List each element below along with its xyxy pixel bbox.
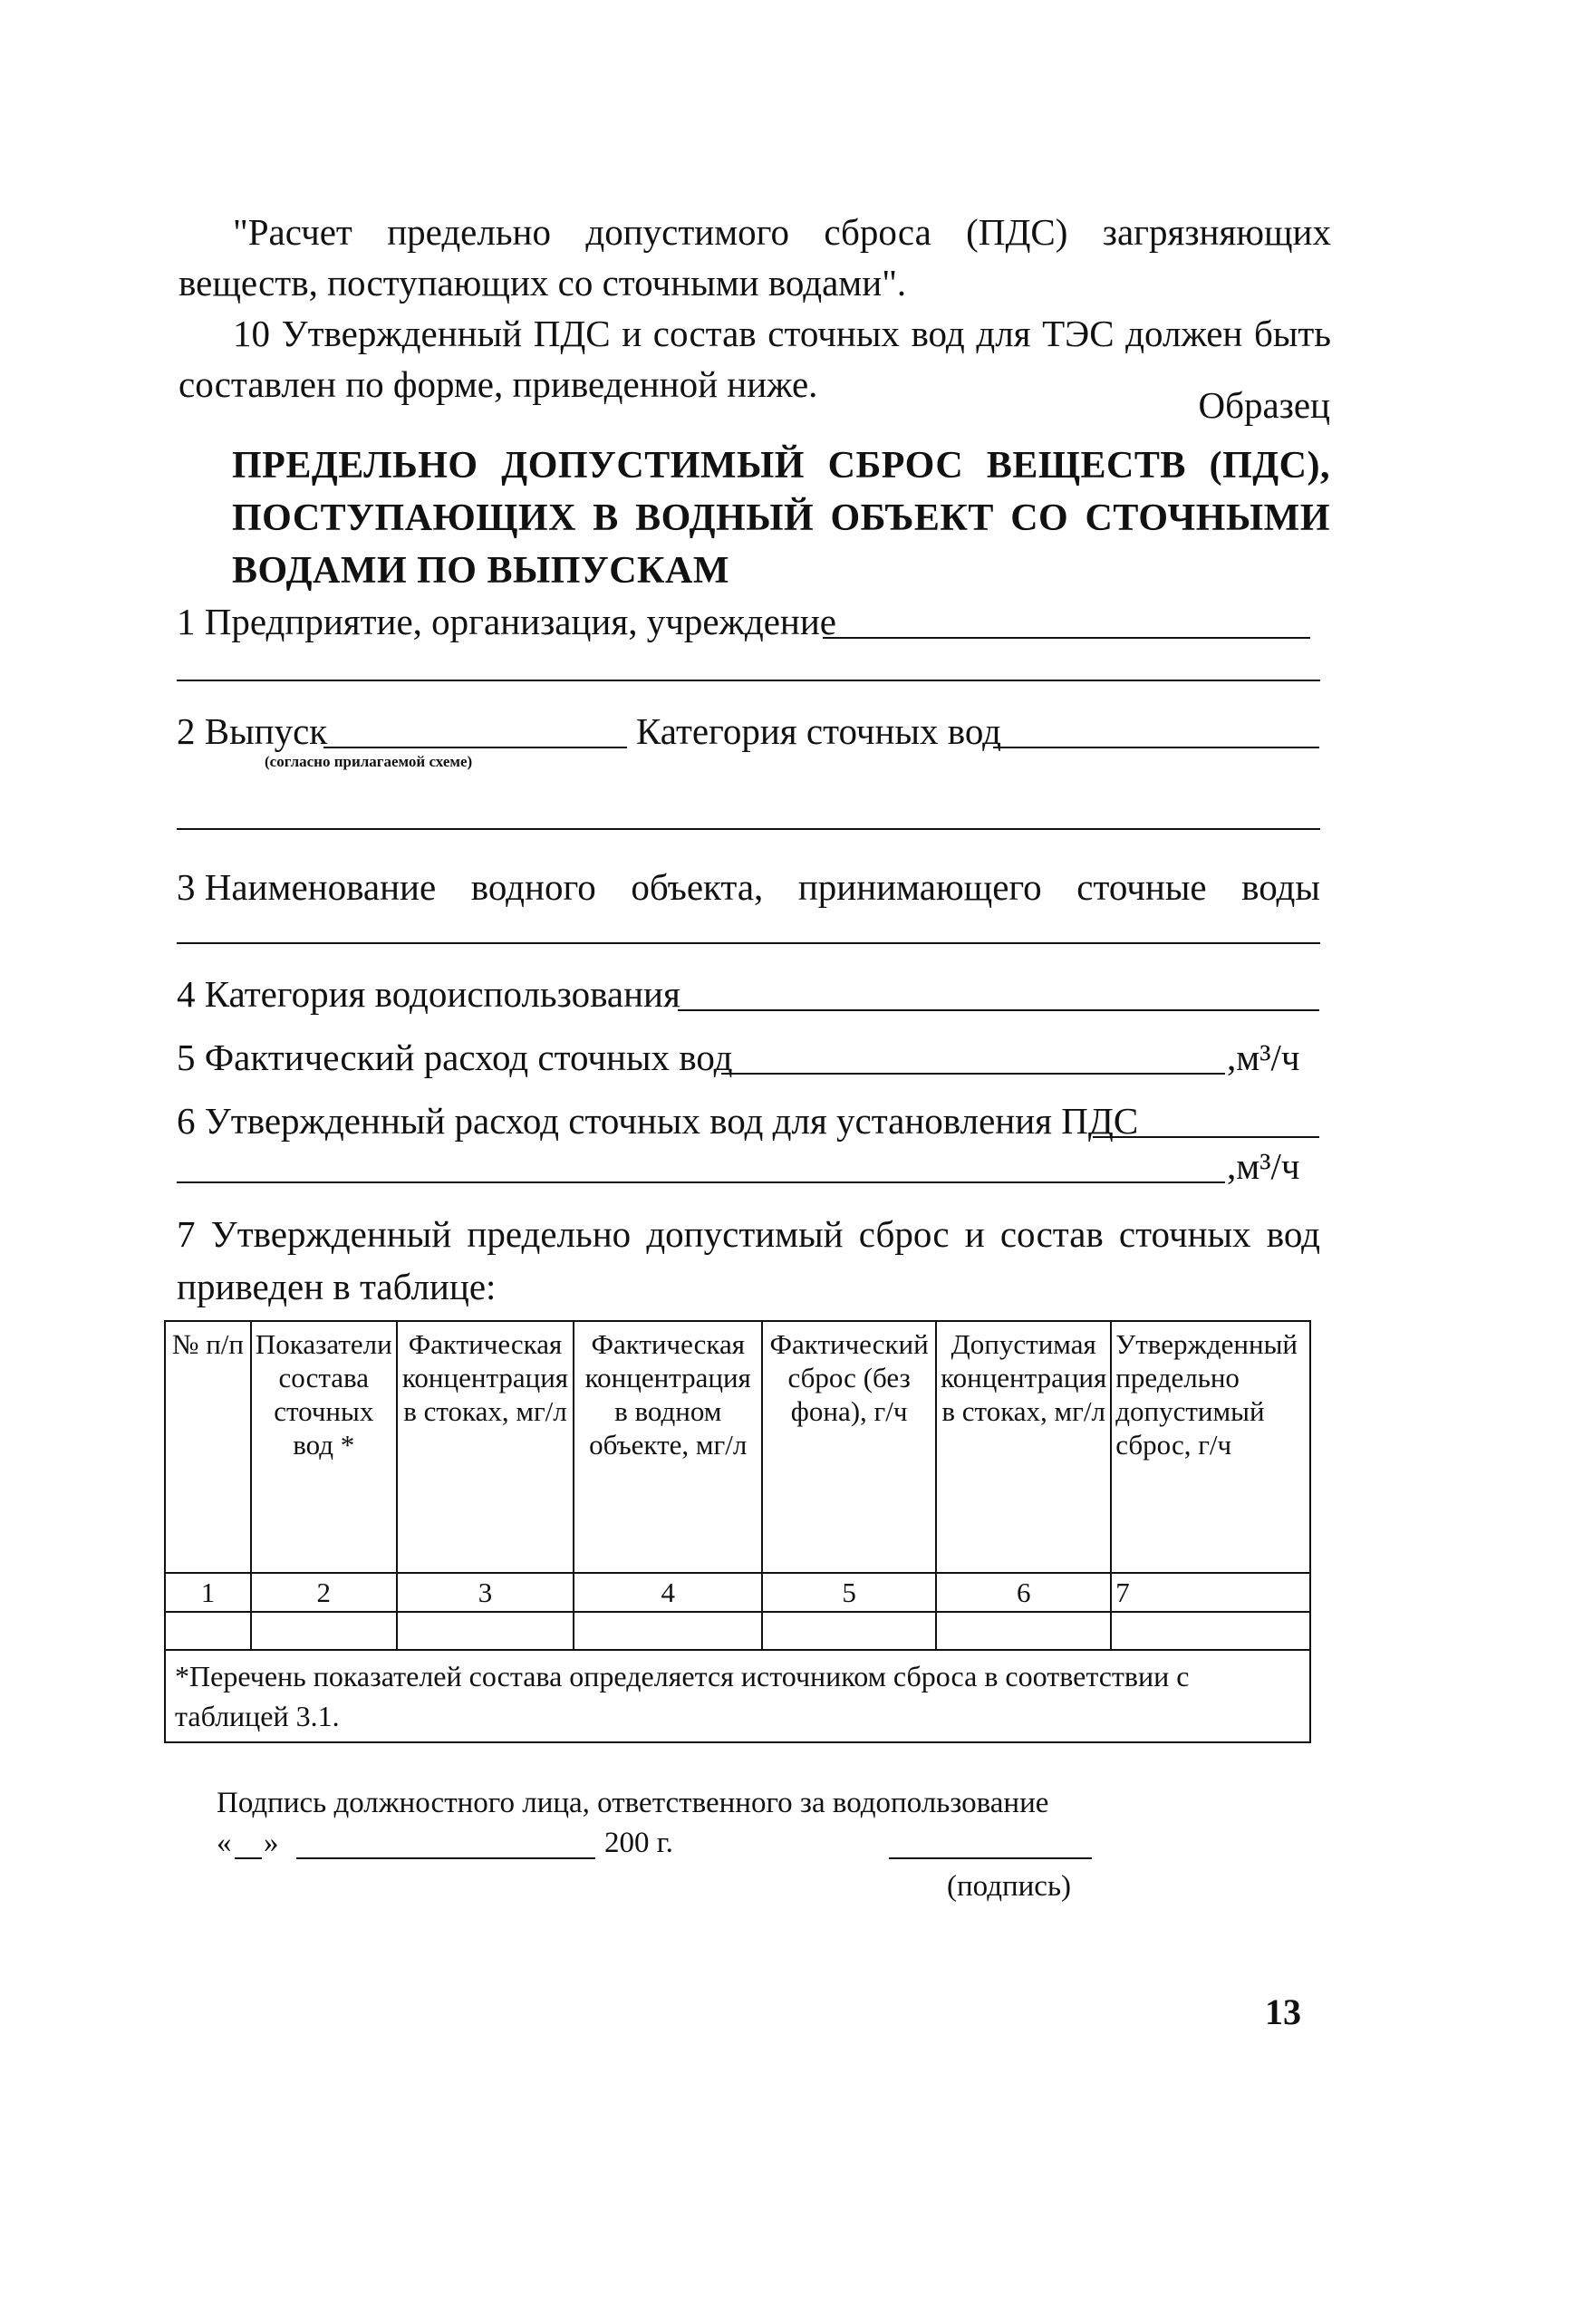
- table-footnote-row: [165, 1650, 1310, 1742]
- form-title: [232, 439, 1330, 597]
- field-wastewater-category-line[interactable]: [993, 747, 1319, 748]
- sample-label: Образец: [1198, 384, 1330, 426]
- table-column-number: 2: [251, 1573, 397, 1612]
- table-header-cell: Утвержденный предельно допустимый сброс, г/ч: [1111, 1321, 1310, 1573]
- field-water-body-word-5: сточные: [1076, 866, 1207, 908]
- table-column-number: 7: [1111, 1573, 1310, 1612]
- signature-block: [217, 1783, 1071, 1903]
- intro-paragraph-1: "Расчет предельно допустимого сброса (ПДС) загрязняющих веществ, поступающих со сточными водами".: [179, 211, 1331, 304]
- signature-sub-row: [217, 1863, 1071, 1903]
- table-header-cell: Показатели состава сточных вод *: [251, 1321, 397, 1573]
- paragraph-7: 7 Утвержденный предельно допустимый сброс и состав сточных вод приведен в таблице:: [177, 1213, 1320, 1307]
- field-water-body-word-4: принимающего: [797, 866, 1042, 908]
- field-water-body-word-6: воды: [1241, 866, 1320, 908]
- table-footnote: *Перечень показателей состава определяется источником сброса в соответствии с таблицей 3.1.: [165, 1650, 1310, 1742]
- discharge-table: [164, 1320, 1311, 1743]
- form-title-line-1: ПРЕДЕЛЬНО ДОПУСТИМЫЙ СБРОС ВЕЩЕСТВ (ПДС),: [232, 445, 1330, 487]
- signature-line[interactable]: [889, 1857, 1092, 1859]
- table-empty-row: [165, 1612, 1310, 1650]
- field-outlet-label: 2 Выпуск: [177, 710, 328, 752]
- table-header-row: [165, 1321, 1310, 1573]
- field-outlet-hint: (согласно прилагаемой схеме): [265, 753, 473, 770]
- field-actual-flow-unit: ,м³/ч: [1227, 1037, 1300, 1078]
- field-water-body-word-1: 3 Наименование: [177, 866, 437, 908]
- table-cell[interactable]: [397, 1612, 574, 1650]
- field-water-body-label: [177, 865, 1320, 909]
- date-day-line[interactable]: [235, 1857, 262, 1859]
- signature-label: (подпись): [947, 1870, 1071, 1903]
- table-header-cell: Фактическая концентрация в стоках, мг/л: [397, 1321, 574, 1573]
- date-month-line[interactable]: [296, 1857, 595, 1859]
- table-cell[interactable]: [762, 1612, 936, 1650]
- field-outlet-line-2[interactable]: [177, 828, 1320, 830]
- table-header-cell: Допустимая концентрация в стоках, мг/л: [936, 1321, 1111, 1573]
- table-column-number: 6: [936, 1573, 1111, 1612]
- field-outlet-line[interactable]: [323, 747, 627, 748]
- field-approved-flow-line-2[interactable]: [177, 1181, 1225, 1183]
- field-wastewater-category-label: Категория сточных вод: [636, 710, 1002, 752]
- field-enterprise-label: 1 Предприятие, организация, учреждение: [177, 601, 836, 642]
- field-approved-flow-line[interactable]: [1093, 1136, 1319, 1138]
- table-column-number: 1: [165, 1573, 251, 1612]
- intro-block: [179, 207, 1331, 410]
- field-actual-flow-label: 5 Фактический расход сточных вод: [177, 1037, 733, 1078]
- table-header-cell: № п/п: [165, 1321, 251, 1573]
- table-column-number: 4: [574, 1573, 762, 1612]
- field-approved-flow-unit: ,м³/ч: [1227, 1145, 1300, 1187]
- date-close-quote: »: [264, 1827, 279, 1859]
- field-approved-flow-label: 6 Утвержденный расход сточных вод для установления ПДС: [177, 1100, 1139, 1142]
- field-water-body-word-3: объекта,: [631, 866, 764, 908]
- table-column-number: 5: [762, 1573, 936, 1612]
- table-cell[interactable]: [165, 1612, 251, 1650]
- field-water-body-line[interactable]: [177, 942, 1320, 944]
- form-title-line-3: ВОДАМИ ПО ВЫПУСКАМ: [232, 550, 729, 592]
- table-cell[interactable]: [1111, 1612, 1310, 1650]
- field-water-body-word-2: водного: [470, 866, 596, 908]
- date-open-quote: «: [217, 1827, 232, 1859]
- table-column-number-row: [165, 1573, 1310, 1612]
- table-cell[interactable]: [251, 1612, 397, 1650]
- field-water-use-category-label: 4 Категория водоиспользования: [177, 973, 680, 1015]
- field-enterprise-line[interactable]: [823, 637, 1310, 639]
- table-header-cell: Фактическая концентрация в водном объекте, мг/л: [574, 1321, 762, 1573]
- signature-caption: Подпись должностного лица, ответственного за водопользование: [217, 1787, 1049, 1819]
- table-column-number: 3: [397, 1573, 574, 1612]
- form-title-line-2: ПОСТУПАЮЩИХ В ВОДНЫЙ ОБЪЕКТ СО СТОЧНЫМИ: [232, 497, 1330, 539]
- signature-date-row: [217, 1823, 1048, 1863]
- page-number: 13: [1265, 1991, 1301, 2032]
- field-enterprise-line-2[interactable]: [177, 680, 1320, 681]
- table-cell[interactable]: [936, 1612, 1111, 1650]
- field-actual-flow-line[interactable]: [721, 1073, 1225, 1075]
- field-water-use-category-line[interactable]: [678, 1009, 1319, 1011]
- table-cell[interactable]: [574, 1612, 762, 1650]
- intro-paragraph-2: 10 Утвержденный ПДС и состав сточных вод для ТЭС должен быть составлен по форме, приведенной ниже.: [179, 313, 1331, 405]
- date-year: 200 г.: [604, 1827, 673, 1859]
- table-header-cell: Фактический сброс (без фона), г/ч: [762, 1321, 936, 1573]
